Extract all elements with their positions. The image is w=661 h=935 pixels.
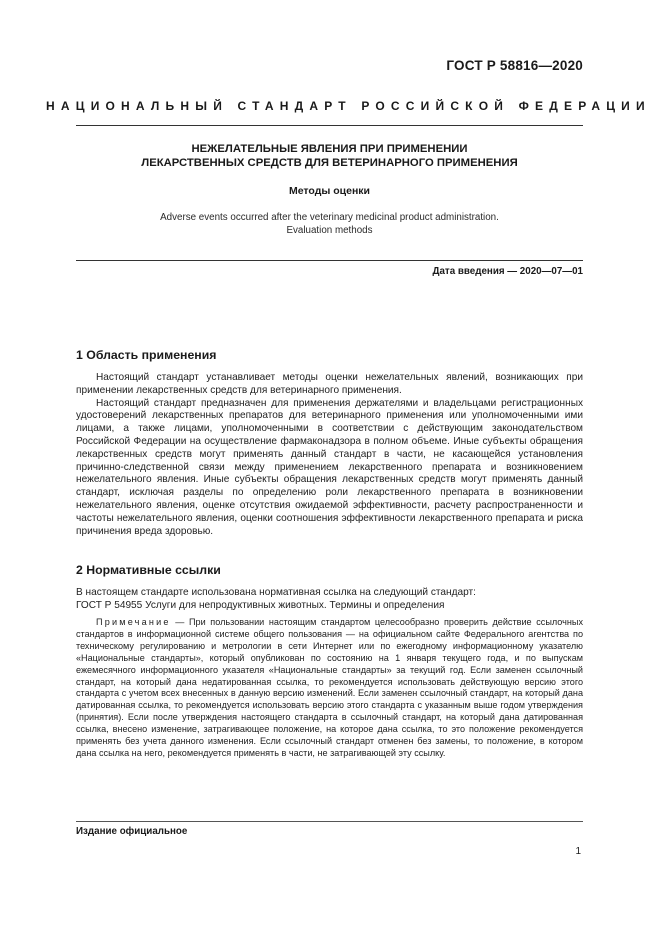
section-1-paragraph: Настоящий стандарт предназначен для применения держателями и владельцами регистрационных удостоверений лекарственных препаратов для ветеринарного применения или уполномоченными ими лицами, а также лицами, уполномоченными в соответствии с действующим законодательством Российской Федерации на осуществление фармаконадзора в полном объеме. Иные субъекты обращения лекарственных средств могут применять данный стандарт в части, не касающейся установления причинно-следственной связи между применением лекарственного препарата и возникновением нежелательного явления. Иные субъекты обращения лекарственных средств могут применять данный стандарт, исключая разделы по определению роли лекарственного препарата в возникновении нежелательного явления, оценке отсутствия ожидаемой эффективности, расчету распространенности и частоты нежелательного явления, оценки соотношения эффективности лекарственного препарата и риска причинения вреда здоровью. <box>76 397 583 537</box>
section-1-paragraph: Настоящий стандарт устанавливает методы оценки нежелательных явлений, возникающих при применении лекарственных средств для ветеринарного применения. <box>76 372 583 396</box>
footer-divider <box>76 821 583 822</box>
section-1-body <box>76 372 583 538</box>
national-standard-banner: НАЦИОНАЛЬНЫЙ СТАНДАРТ РОССИЙСКОЙ ФЕДЕРАЦИИ <box>46 99 651 113</box>
section-2-heading: 2 Нормативные ссылки <box>76 563 221 577</box>
note-label: Примечание <box>96 617 171 627</box>
section-2-lead: В настоящем стандарте использована нормативная ссылка на следующий стандарт: <box>76 587 476 598</box>
edition-label: Издание официальное <box>76 826 188 837</box>
note-block <box>76 617 583 760</box>
document-number: ГОСТ Р 58816—2020 <box>446 58 583 73</box>
title-line-2: ЛЕКАРСТВЕННЫХ СРЕДСТВ ДЛЯ ВЕТЕРИНАРНОГО ПРИМЕНЕНИЯ <box>141 157 518 169</box>
note-text: — При пользовании настоящим стандартом целесообразно проверить действие ссылочных стандартов в информационной системе общего пользования — на официальном сайте Федерального агентства по техническому регулированию и метрологии в сети Интернет или по ежегодному информационному указателю «Национальные стандарты», который опубликован по состоянию на 1 января текущего года, и по выпускам ежемесячного информационного указателя «Национальные стандарты» за текущий год. Если заменен ссылочный стандарт, на который дана недатированная ссылка, то рекомендуется использовать действующую версию этого стандарта с учетом всех внесенных в данную версию изменений. Если заменен ссылочный стандарт, на который дана датированная ссылка, то рекомендуется использовать версию этого стандарта с указанным выше годом утверждения (принятия). Если после утверждения настоящего стандарта в ссылочный стандарт, на который дана датированная ссылка, внесено изменение, затрагивающее положение, на которое дана ссылка, то это положение рекомендуется применять без учета данного изменения. Если ссылочный стандарт отменен без замены, то положение, в котором дана ссылка на него, рекомендуется применять в части, не затрагивающей эту ссылку. <box>76 617 583 758</box>
english-title-line-2: Evaluation methods <box>286 225 373 236</box>
document-subtitle: Методы оценки <box>288 185 371 197</box>
page-number: 1 <box>575 846 581 857</box>
section-2-body <box>76 587 583 613</box>
title-line-1: НЕЖЕЛАТЕЛЬНЫЕ ЯВЛЕНИЯ ПРИ ПРИМЕНЕНИИ <box>191 143 468 155</box>
title-divider <box>76 260 583 261</box>
header-divider <box>76 125 583 126</box>
note-paragraph <box>76 617 583 760</box>
english-title <box>76 211 583 237</box>
section-1-heading: 1 Область применения <box>76 348 217 362</box>
document-title <box>76 142 583 170</box>
introduction-date: Дата введения — 2020—07—01 <box>432 266 583 277</box>
normative-reference: ГОСТ Р 54955 Услуги для непродуктивных животных. Термины и определения <box>76 599 445 611</box>
english-title-line-1: Adverse events occurred after the veterinary medicinal product administration. <box>160 212 499 223</box>
